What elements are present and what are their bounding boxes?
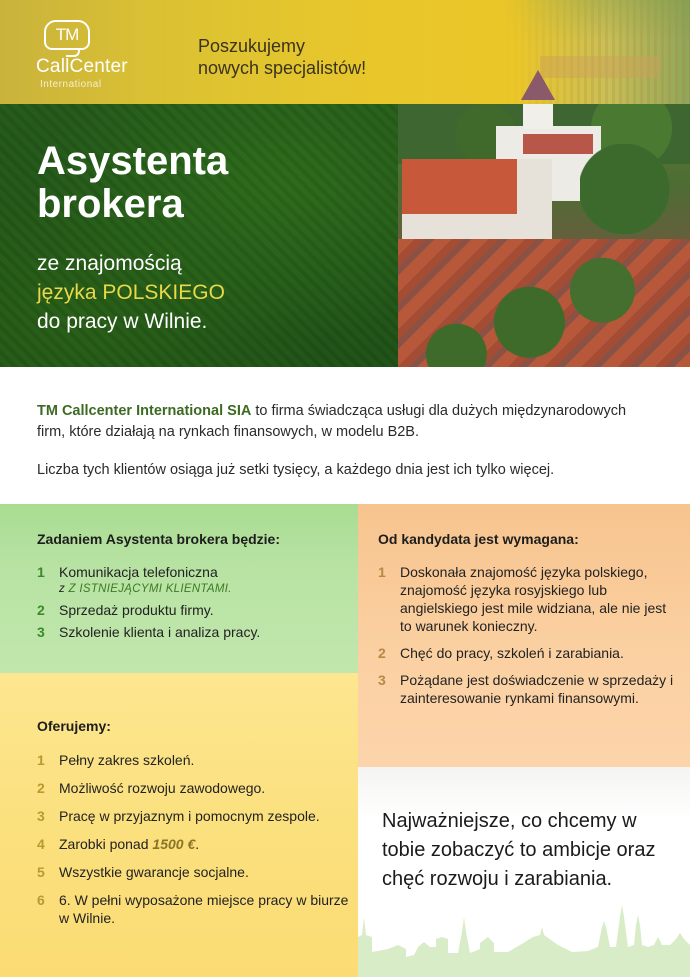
tower-spire-image — [521, 70, 555, 100]
task-note: Z ISTNIEJĄCYMI KLIENTAMI. — [68, 583, 232, 595]
list-item: 2 Możliwość rozwoju zawodowego. — [37, 780, 266, 796]
job-title: Asystenta brokera — [37, 139, 229, 226]
header-banner — [0, 0, 690, 104]
offer-section — [0, 673, 358, 977]
language-highlight: języka POLSKIEGO — [37, 281, 225, 304]
header-tagline — [198, 35, 366, 79]
tasks-list — [37, 563, 347, 645]
intro-paragraph-1: TM Callcenter International SIA to firma świadcząca usługi dla dużych międzynarodowych firm, które działają na rynkach finansowych, w modelu B2B. — [37, 403, 627, 440]
requirements-section — [358, 504, 690, 767]
list-item: 3 Pracę w przyjaznym i pomocnym zespole. — [37, 808, 320, 824]
header-building-image — [540, 56, 660, 78]
list-item: 6 6. W pełni wyposażone miejsce pracy w biurze w Wilnie. — [37, 892, 349, 926]
company-intro — [0, 367, 690, 504]
list-item: 1 Komunikacja telefoniczna z Z ISTNIEJĄCYMI KLIENTAMI. — [37, 564, 232, 595]
headset-logo-icon: TM — [44, 20, 90, 50]
list-item: 1 Doskonała znajomość języka polskiego, znajomość języka rosyjskiego lub angielskiego jest mile widziana, ale nie jest to warunek konieczny. — [378, 564, 667, 634]
hero-section — [0, 104, 690, 367]
intro-paragraph-2: Liczba tych klientów osiąga już setki tysięcy, a każdego dnia jest ich tylko więcej. — [37, 462, 555, 478]
requirements-title: Od kandydata jest wymagana: — [378, 531, 579, 547]
list-item: 2 Sprzedaż produktu firmy. — [37, 602, 214, 618]
tagline-line-1: Poszukujemy — [198, 36, 306, 56]
company-name: TM Callcenter International SIA — [37, 403, 252, 419]
offer-title: Oferujemy: — [37, 718, 111, 734]
list-item: 3 Pożądane jest doświadczenie w sprzedaży i zainteresowanie rynkami finansowymi. — [378, 672, 674, 706]
city-skyline-illustration — [358, 897, 690, 977]
tagline-line-2: nowych specjalistów! — [198, 58, 367, 78]
logo-subtitle: International — [40, 79, 102, 90]
list-item: 3 Szkolenie klienta i analiza pracy. — [37, 624, 261, 640]
quote-section — [358, 767, 690, 977]
requirements-list — [378, 563, 678, 716]
company-logo — [30, 14, 150, 94]
city-photo — [398, 104, 690, 367]
job-subtitle: ze znajomością języka POLSKIEGO do pracy w Wilnie. — [37, 252, 225, 333]
tasks-section — [0, 504, 358, 673]
tasks-title: Zadaniem Asystenta brokera będzie: — [37, 531, 281, 547]
list-item: 4 Zarobki ponad 1500 €. — [37, 836, 200, 852]
logo-name: CallCenter — [36, 56, 128, 77]
list-item: 5 Wszystkie gwarancje socjalne. — [37, 864, 249, 880]
salary-amount: 1500 € — [152, 836, 196, 852]
hero-text-panel — [0, 104, 398, 367]
offer-list — [37, 751, 357, 937]
closing-quote: Najważniejsze, co chcemy w tobie zobaczyć to ambicje oraz chęć rozwoju i zarabiania. — [382, 810, 656, 890]
list-item: 1 Pełny zakres szkoleń. — [37, 752, 195, 768]
list-item: 2 Chęć do pracy, szkoleń i zarabiania. — [378, 645, 624, 661]
